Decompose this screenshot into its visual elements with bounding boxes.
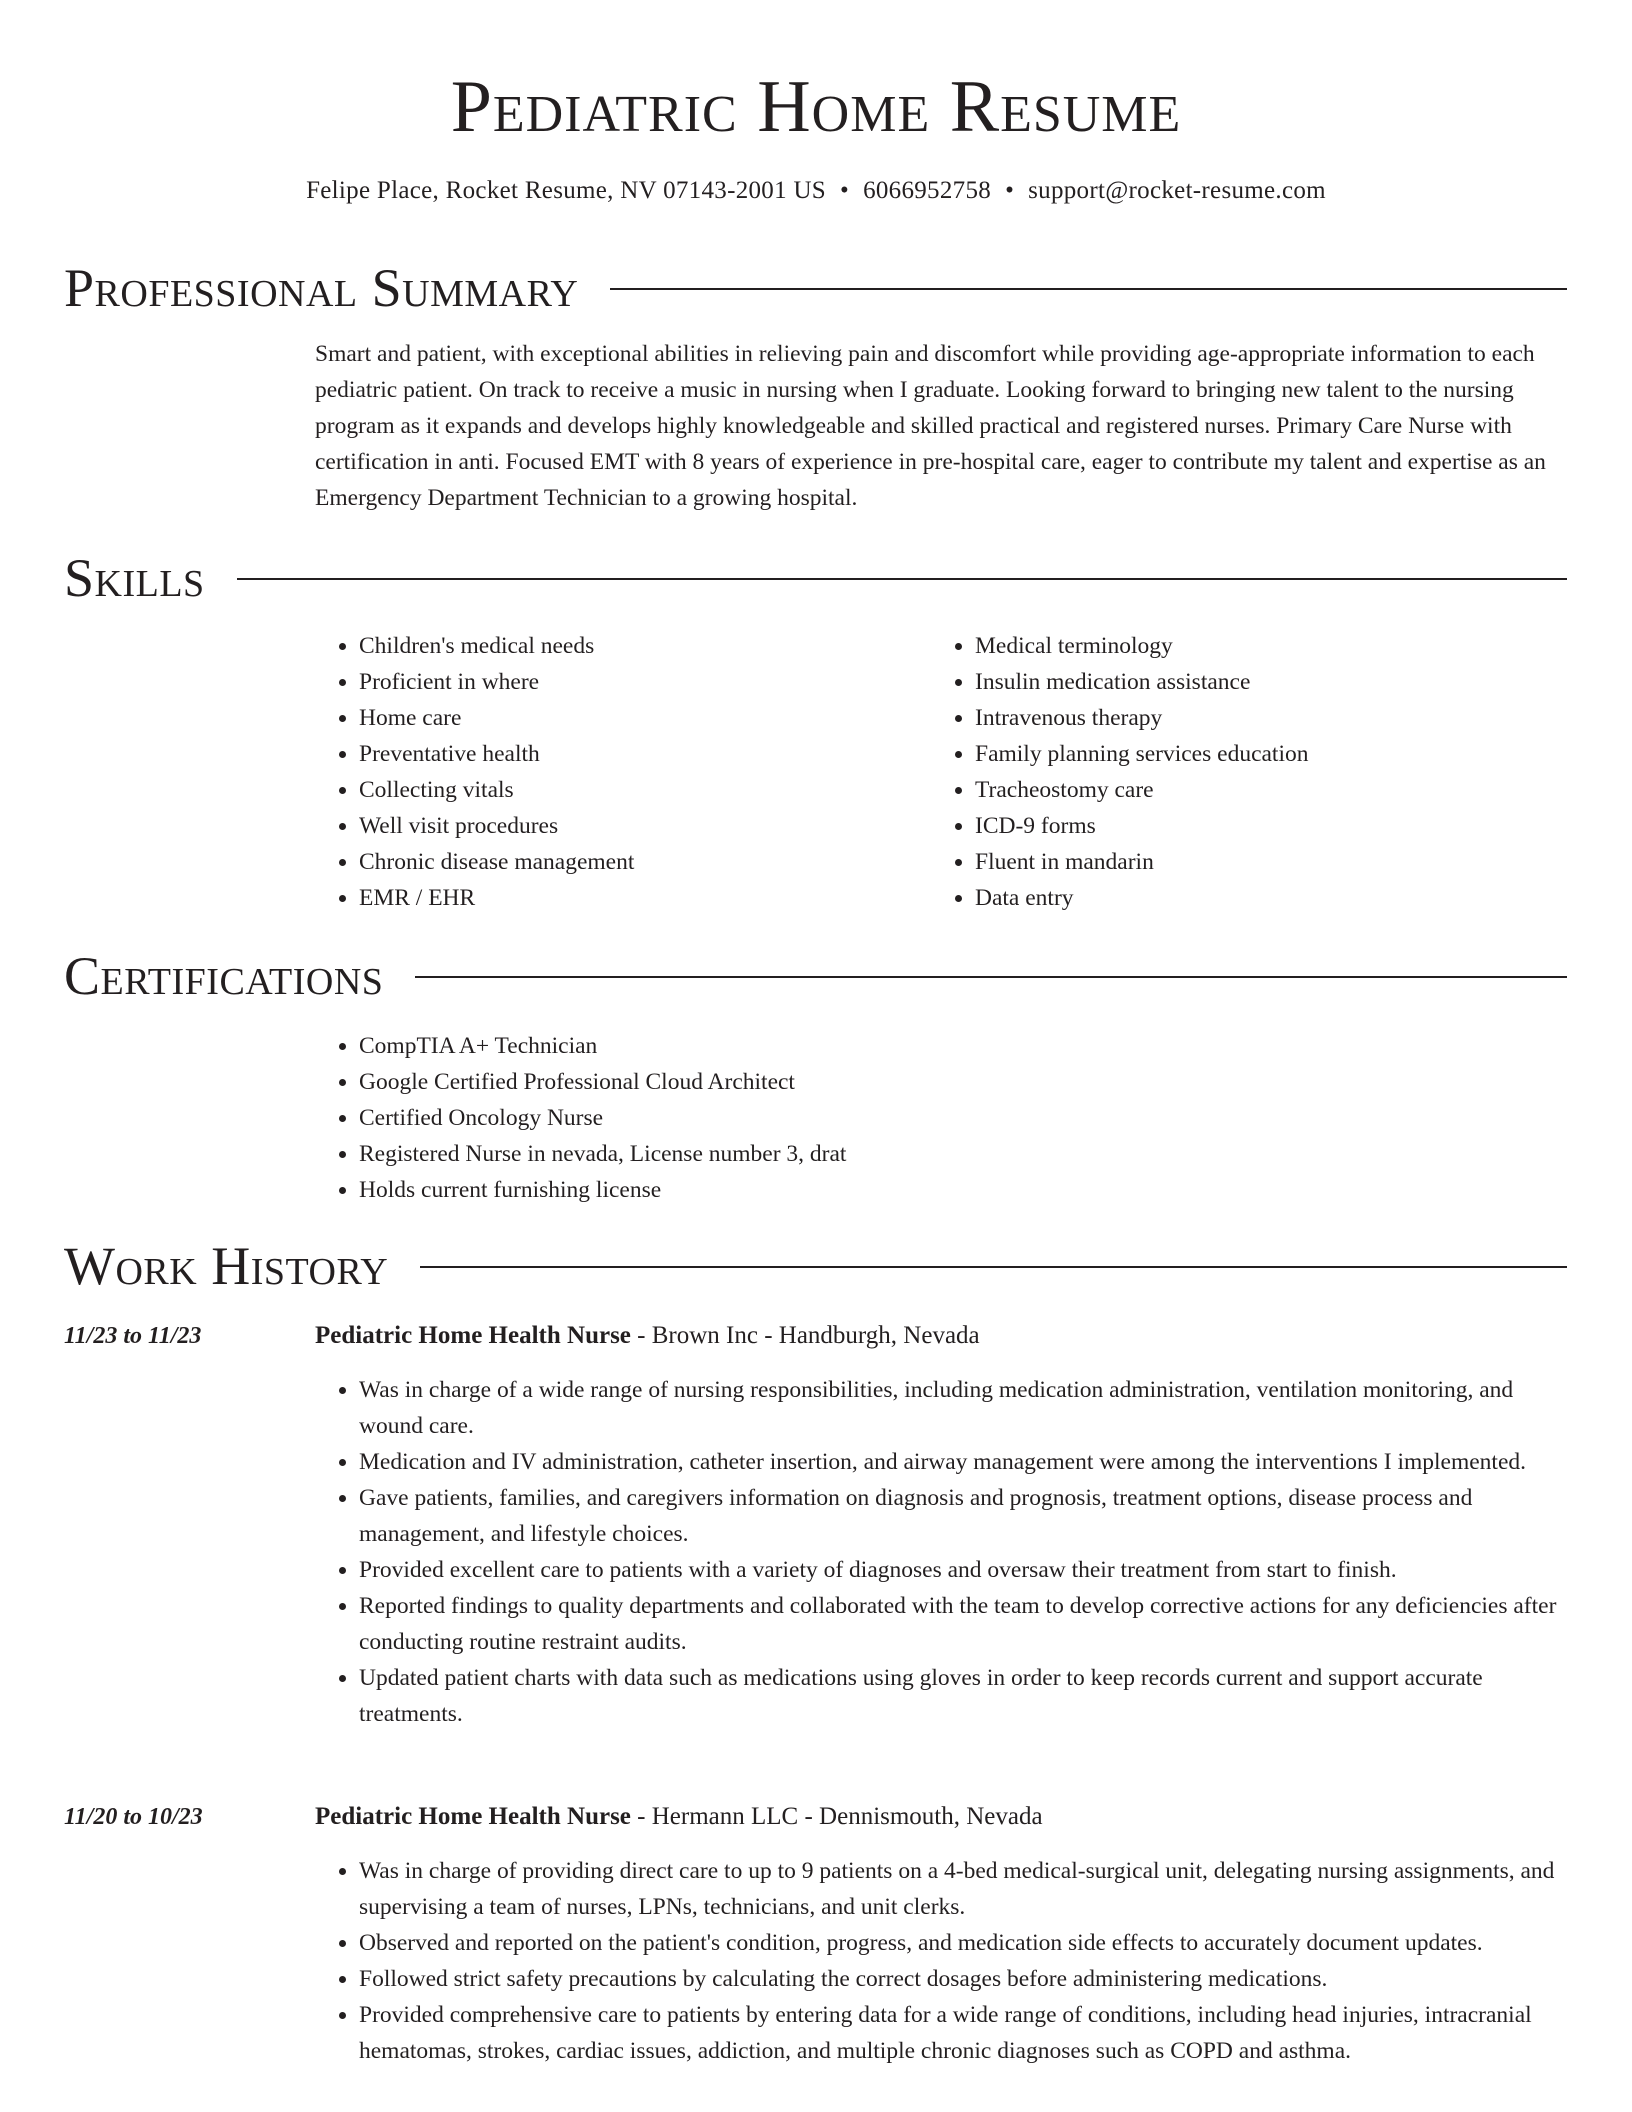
skill-item: • EMR / EHR bbox=[359, 880, 915, 916]
skills-section-header bbox=[64, 546, 1567, 610]
job-duty-item: • Gave patients, families, and caregivers information on diagnosis and prognosis, treatment options, disease process and management, and lifestyle choices. bbox=[359, 1480, 1567, 1552]
skill-item: • Children's medical needs bbox=[359, 628, 915, 664]
job-duty-item: • Provided comprehensive care to patients by entering data for a wide range of conditions, including head injuries, intracranial hematomas, strokes, cardiac issues, addiction, and multiple chronic diagnoses such as COPD and asthma. bbox=[359, 1997, 1567, 2069]
skill-item: • Data entry bbox=[975, 880, 1531, 916]
job-duties bbox=[315, 1853, 1567, 2069]
skill-item: • Tracheostomy care bbox=[975, 772, 1531, 808]
job-duty-item: • Was in charge of providing direct care to up to 9 patients on a 4-bed medical-surgical unit, delegating nursing assignments, and supervising a team of nurses, LPNs, technicians, and unit clerks. bbox=[359, 1853, 1567, 1925]
skill-item: • ICD-9 forms bbox=[975, 808, 1531, 844]
certification-item: • Registered Nurse in nevada, License number 3, drat bbox=[359, 1136, 1567, 1172]
job-duty-item: • Medication and IV administration, catheter insertion, and airway management were among the interventions I implemented. bbox=[359, 1444, 1567, 1480]
job-duty-item: • Followed strict safety precautions by calculating the correct dosages before administering medications. bbox=[359, 1961, 1567, 1997]
section-divider bbox=[237, 578, 1567, 580]
skill-item: • Collecting vitals bbox=[359, 772, 915, 808]
resume-name: Pediatric Home Resume bbox=[450, 66, 1182, 148]
job-duty-item: • Reported findings to quality departments and collaborated with the team to develop corrective actions for any deficiencies after conducting routine restraint audits. bbox=[359, 1588, 1567, 1660]
job-employer-location: - Brown Inc - Handburgh, Nevada bbox=[630, 1322, 980, 1349]
certifications-block bbox=[315, 1028, 1567, 1208]
skills-list-right bbox=[931, 628, 1531, 916]
contact-separator: • bbox=[1005, 177, 1015, 204]
skill-item: • Proficient in where bbox=[359, 664, 915, 700]
skill-item: • Home care bbox=[359, 700, 915, 736]
certification-item: • Holds current furnishing license bbox=[359, 1172, 1567, 1208]
job-duty-item: • Observed and reported on the patient's condition, progress, and medication side effects to accurately document updates. bbox=[359, 1925, 1567, 1961]
job-employer-location: - Hermann LLC - Dennismouth, Nevada bbox=[630, 1803, 1043, 1830]
skills-list-left bbox=[315, 628, 915, 916]
certification-item: • CompTIA A+ Technician bbox=[359, 1028, 1567, 1064]
certifications-heading: Certifications bbox=[64, 946, 384, 1006]
skills-column-left bbox=[315, 628, 915, 916]
certifications-section-header bbox=[64, 944, 1567, 1008]
skill-item: • Well visit procedures bbox=[359, 808, 915, 844]
contact-line bbox=[0, 174, 1632, 208]
job-title: Pediatric Home Health Nurse bbox=[315, 1322, 631, 1349]
job-duties bbox=[315, 1372, 1567, 1732]
job-duty-item: • Was in charge of a wide range of nursing responsibilities, including medication administration, ventilation monitoring, and wound care. bbox=[359, 1372, 1567, 1444]
skill-item: • Insulin medication assistance bbox=[975, 664, 1531, 700]
skill-item: • Preventative health bbox=[359, 736, 915, 772]
certifications-list bbox=[315, 1028, 1567, 1208]
skills-column-right bbox=[931, 628, 1531, 916]
skill-item: • Fluent in mandarin bbox=[975, 844, 1531, 880]
job-dates: 11/20 to 10/23 bbox=[64, 1804, 203, 1830]
summary-heading: Professional Summary bbox=[64, 258, 579, 318]
contact-phone: 6066952758 bbox=[863, 177, 992, 204]
job-duties-list bbox=[315, 1853, 1567, 2069]
summary-text: Smart and patient, with exceptional abilities in relieving pain and discomfort while providing age-appropriate information to each pediatric patient. On track to receive a music in nursing when I graduate. Looking forward to bringing new talent to the nursing program as it expands and develops highly knowledgeable and skilled practical and registered nurses. Primary Care Nurse with certification in anti. Focused EMT with 8 years of experience in pre-hospital care, eager to contribute my talent and expertise as an Emergency Department Technician to a growing hospital. bbox=[315, 341, 1546, 511]
skill-item: • Medical terminology bbox=[975, 628, 1531, 664]
job-title-line bbox=[315, 1799, 1043, 1835]
job-duty-item: • Updated patient charts with data such as medications using gloves in order to keep records current and support accurate treatments. bbox=[359, 1660, 1567, 1732]
summary-section-header bbox=[64, 256, 1567, 320]
job-dates: 11/23 to 11/23 bbox=[64, 1323, 202, 1349]
contact-email: support@rocket-resume.com bbox=[1028, 177, 1326, 204]
section-divider bbox=[415, 976, 1567, 978]
section-divider bbox=[610, 288, 1567, 290]
job-title-line bbox=[315, 1318, 980, 1354]
contact-address: Felipe Place, Rocket Resume, NV 07143-2001 US bbox=[306, 177, 826, 204]
certification-item: • Certified Oncology Nurse bbox=[359, 1100, 1567, 1136]
section-divider bbox=[420, 1266, 1567, 1268]
skill-item: • Chronic disease management bbox=[359, 844, 915, 880]
job-title: Pediatric Home Health Nurse bbox=[315, 1803, 631, 1830]
work-history-section-header bbox=[64, 1234, 1567, 1298]
job-duties-list bbox=[315, 1372, 1567, 1732]
skills-heading: Skills bbox=[64, 548, 205, 608]
skill-item: • Family planning services education bbox=[975, 736, 1531, 772]
certification-item: • Google Certified Professional Cloud Architect bbox=[359, 1064, 1567, 1100]
work-history-heading: Work History bbox=[64, 1236, 389, 1296]
contact-separator: • bbox=[840, 177, 850, 204]
job-duty-item: • Provided excellent care to patients with a variety of diagnoses and oversaw their treatment from start to finish. bbox=[359, 1552, 1567, 1588]
skill-item: • Intravenous therapy bbox=[975, 700, 1531, 736]
